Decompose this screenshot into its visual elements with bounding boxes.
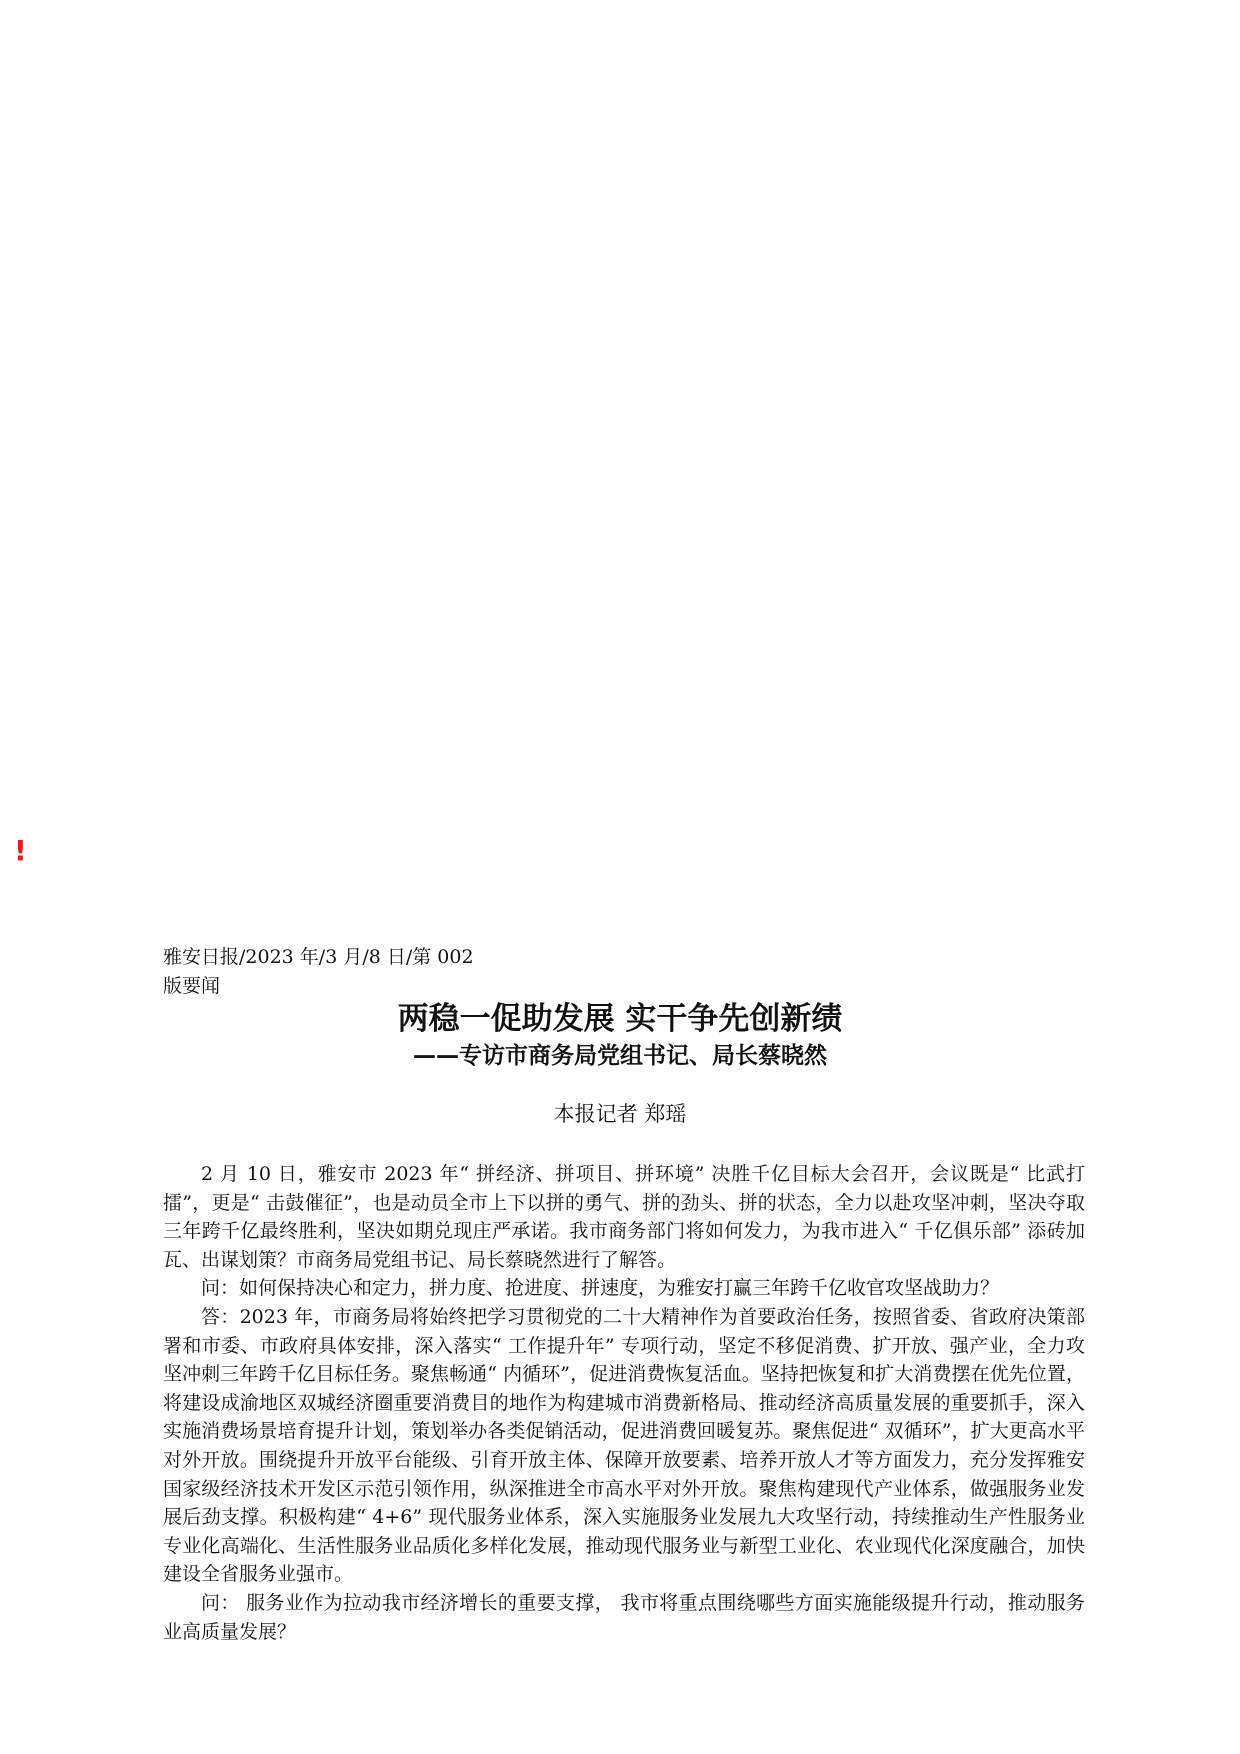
article-subtitle: ——专访市商务局党组书记、局长蔡晓然 (413, 1043, 827, 1069)
paragraph-question-1: 问：如何保持决心和定力，拼力度、抢进度、拼速度，为雅安打赢三年跨千亿收官攻坚战助力？ (201, 1277, 1000, 1300)
article-title: 两稳一促助发展 实干争先创新绩 (397, 1001, 843, 1037)
publication-info (163, 943, 474, 1001)
article-byline: 本报记者 郑瑶 (553, 1102, 687, 1126)
paragraph-question-2: 问： 服务业作为拉动我市经济增长的重要支撑， 我市将重点围绕哪些方面实施能级提升行动，推动服务业高质量发展？ (163, 1591, 1085, 1643)
paragraph-intro: 2 月 10 日，雅安市 2023 年“ 拼经济、拼项目、拼环境” 决胜千亿目标大会召开，会议既是“ 比武打擂”，更是“ 击鼓催征”，也是动员全市上下以拼的勇气、拼的劲头、拼的状态，全力以赴攻坚冲刺，坚决夺取三年跨千亿最终胜利，坚决如期兑现庄严承诺。我市商务部门将如何发力，为我市进入“ 千亿俱乐部” 添砖加瓦、出谋划策？市商务局党组书记、局长蔡晓然进行了解答。 (163, 1163, 1085, 1271)
exclamation-mark: ! (14, 834, 27, 867)
paragraph-answer-1: 答：2023 年，市商务局将始终把学习贯彻党的二十大精神作为首要政治任务，按照省委、省政府决策部署和市委、市政府具体安排，深入落实“ 工作提升年” 专项行动，坚定不移促消费、扩开放、强产业，全力攻坚冲刺三年跨千亿目标任务。聚焦畅通“ 内循环”，促进消费恢复活血。坚持把恢复和扩大消费摆在优先位置，将建设成渝地区双城经济圈重要消费目的地作为构建城市消费新格局、推动经济高质量发展的重要抓手，深入实施消费场景培育提升计划，策划举办各类促销活动，促进消费回暖复苏。聚焦促进“ 双循环”，扩大更高水平对外开放。围绕提升开放平台能级、引育开放主体、保障开放要素、培养开放人才等方面发力，充分发挥雅安国家级经济技术开发区示范引领作用，纵深推进全市高水平对外开放。聚焦构建现代产业体系，做强服务业发展后劲支撑。积极构建“ 4+6” 现代服务业体系，深入实施服务业发展九大攻坚行动，持续推动生产性服务业专业化高端化、生活性服务业品质化多样化发展，推动现代服务业与新型工业化、农业现代化深度融合，加快建设全省服务业强市。 (163, 1305, 1085, 1586)
publication-info-line-1: 雅安日报/2023 年/3 月/8 日/第 002 (163, 946, 474, 968)
article-body (163, 1160, 1085, 1646)
publication-info-line-2: 版要闻 (163, 975, 221, 997)
